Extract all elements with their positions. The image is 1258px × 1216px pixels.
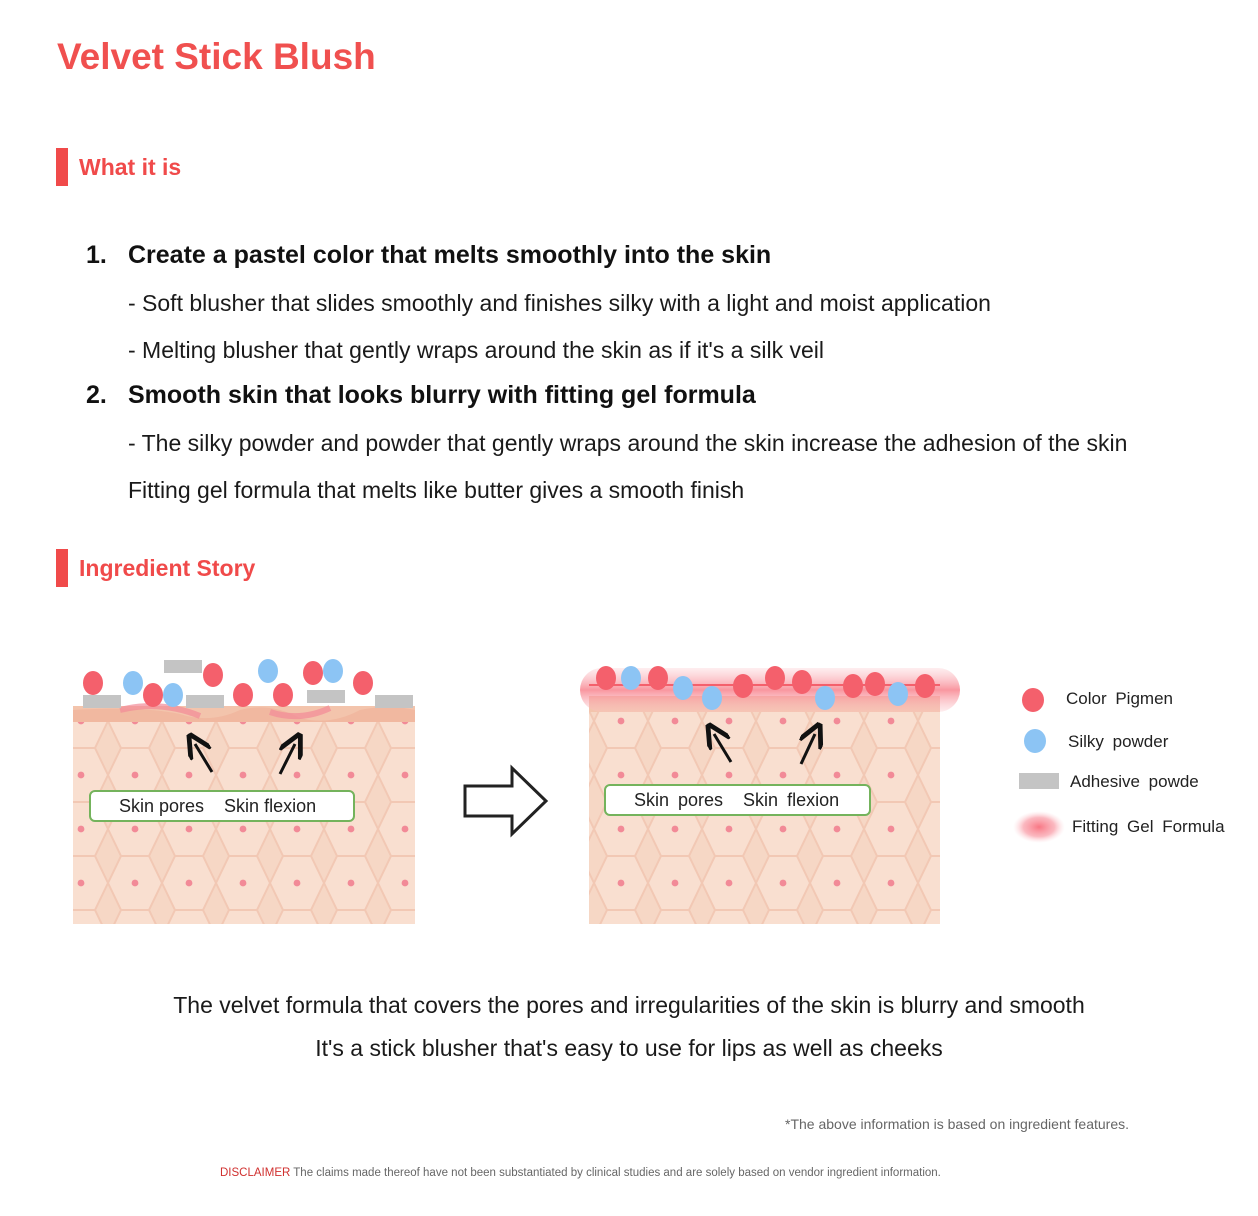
- before-label-skin-pores: Skin pores: [119, 795, 205, 816]
- transition-arrow-icon: [465, 768, 546, 834]
- section-accent-bar: [56, 549, 68, 587]
- page-title: Velvet Stick Blush: [57, 36, 376, 77]
- section-accent-bar: [56, 148, 68, 186]
- item-line: - Soft blusher that slides smoothly and finishes silky with a light and moist application: [128, 290, 991, 316]
- before-label-box: [89, 790, 355, 822]
- after-label-skin-pores: Skin pores: [634, 789, 724, 810]
- summary-line: It's a stick blusher that's easy to use for lips as well as cheeks: [315, 1035, 943, 1061]
- pigment-dot-icon: [1022, 688, 1044, 712]
- section-header-what-it-is: [56, 148, 181, 186]
- item-number: 1.: [86, 241, 107, 269]
- after-label-skin-flexion: Skin flexion: [743, 789, 840, 810]
- section-header-ingredient-story: [56, 549, 255, 587]
- legend-label-adhesive-powder: Adhesive powde: [1070, 772, 1199, 791]
- disclaimer: [220, 1167, 941, 1179]
- gel-blob-icon: [1013, 811, 1065, 843]
- item-line: - Melting blusher that gently wraps around the skin as if it's a silk veil: [128, 337, 824, 363]
- item-title: Smooth skin that looks blurry with fitting gel formula: [128, 381, 756, 409]
- item-title: Create a pastel color that melts smoothly into the skin: [128, 241, 772, 269]
- silky-dot-icon: [1024, 729, 1046, 753]
- legend-label-color-pigment: Color Pigmen: [1066, 689, 1173, 708]
- adhesive-bar-icon: [1019, 773, 1059, 789]
- after-label-box: [604, 784, 871, 816]
- section-title: What it is: [79, 153, 182, 180]
- legend-label-fitting-gel: Fitting Gel Formula: [1072, 817, 1225, 836]
- ingredient-note: *The above information is based on ingredient features.: [785, 1116, 1129, 1132]
- legend-label-silky-powder: Silky powder: [1068, 732, 1169, 751]
- item-line: Fitting gel formula that melts like butter gives a smooth finish: [128, 477, 745, 503]
- disclaimer-label: DISCLAIMER: [220, 1167, 291, 1179]
- item-number: 2.: [86, 381, 107, 409]
- section-title: Ingredient Story: [79, 554, 256, 581]
- item-line: - The silky powder and powder that gently wraps around the skin increase the adhesion of the skin: [128, 430, 1128, 456]
- summary-line: The velvet formula that covers the pores and irregularities of the skin is blurry and smooth: [173, 992, 1085, 1018]
- before-label-skin-flexion: Skin flexion: [224, 795, 317, 816]
- disclaimer-text: The claims made thereof have not been substantiated by clinical studies and are solely based on vendor ingredient information.: [290, 1167, 941, 1179]
